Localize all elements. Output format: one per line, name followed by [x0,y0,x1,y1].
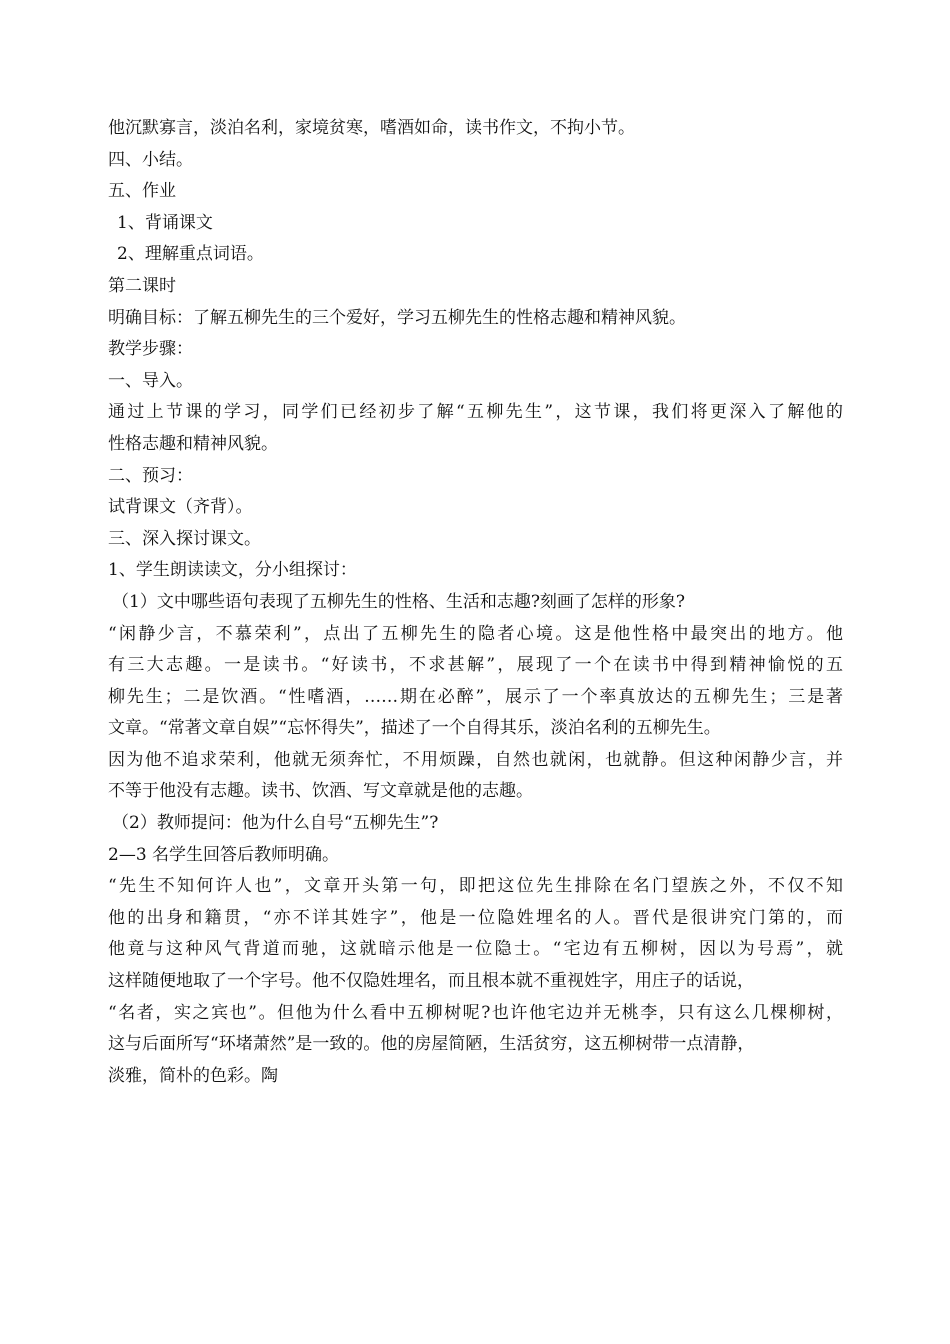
question-line: （1）文中哪些语句表现了五柳先生的性格、生活和志趣?刻画了怎样的形象? [112,591,686,612]
document-body [108,113,843,1092]
text-line: 他沉默寡言，淡泊名利，家境贫寒，嗜酒如命，读书作文，不拘小节。 [108,118,635,138]
text-line: 他的出身和籍贯，“亦不详其姓字”，他是一位隐姓埋名的人。晋代是很讲究门第的，而 [108,907,843,928]
text-line: “名者，实之宾也”。但他为什么看中五柳树呢?也许他宅边并无桃李，只有这么几棵柳树， [108,1002,843,1023]
section-heading: 四、小结。 [108,149,193,170]
text-line: 这与后面所写“环堵萧然”是一致的。他的房屋简陋，生活贫穷，这五柳树带一点清静， [108,1034,755,1055]
text-line: 通过上节课的学习，同学们已经初步了解“五柳先生”，这节课，我们将更深入了解他的 [108,402,843,423]
lesson-heading: 第二课时 [108,275,176,296]
list-item: 1、学生朗读读文，分小组探讨： [108,560,357,581]
text-line: 试背课文（齐背）。 [108,497,253,518]
text-line: 不等于他没有志趣。读书、饮酒、写文章就是他的志趣。 [108,781,533,802]
list-item: 2、理解重点词语。 [117,244,264,265]
section-heading: 一、导入。 [108,370,193,391]
text-line: 性格志趣和精神风貌。 [108,433,278,454]
section-heading: 五、作业 [108,181,176,202]
text-line: 他竟与这种风气背道而驰，这就暗示他是一位隐士。“宅边有五柳树，因以为号焉”，就 [108,939,843,960]
text-line: “先生不知何许人也”，文章开头第一句，即把这位先生排除在名门望族之外，不仅不知 [108,876,843,897]
section-heading: 三、深入探讨课文。 [108,528,261,549]
text-line: 柳先生；二是饮酒。“性嗜酒，……期在必醉”，展示了一个率真放达的五柳先生；三是著 [108,686,843,707]
question-line: （2）教师提问：他为什么自号“五柳先生”? [112,813,439,834]
text-line: 明确目标：了解五柳先生的三个爱好，学习五柳先生的性格志趣和精神风貌。 [108,307,686,328]
text-line: 淡雅，简朴的色彩。陶 [108,1065,278,1086]
text-line: 2—3 名学生回答后教师明确。 [108,844,340,865]
text-line: 有三大志趣。一是读书。“好读书，不求甚解”，展现了一个在读书中得到精神愉悦的五 [108,655,843,676]
text-line: 这样随便地取了一个字号。他不仅隐姓埋名，而且根本就不重视姓字，用庄子的话说， [108,971,754,992]
text-line: “闲静少言，不慕荣利”，点出了五柳先生的隐者心境。这是他性格中最突出的地方。他 [108,623,843,644]
section-heading: 教学步骤： [108,339,193,360]
list-item: 1、背诵课文 [117,212,213,233]
text-line: 因为他不追求荣利，他就无须奔忙，不用烦躁，自然也就闲，也就静。但这种闲静少言，并 [108,749,843,770]
section-heading: 二、预习： [108,465,193,486]
text-line: 文章。“常著文章自娱”“忘怀得失”，描述了一个自得其乐，淡泊名利的五柳先生。 [108,718,721,739]
